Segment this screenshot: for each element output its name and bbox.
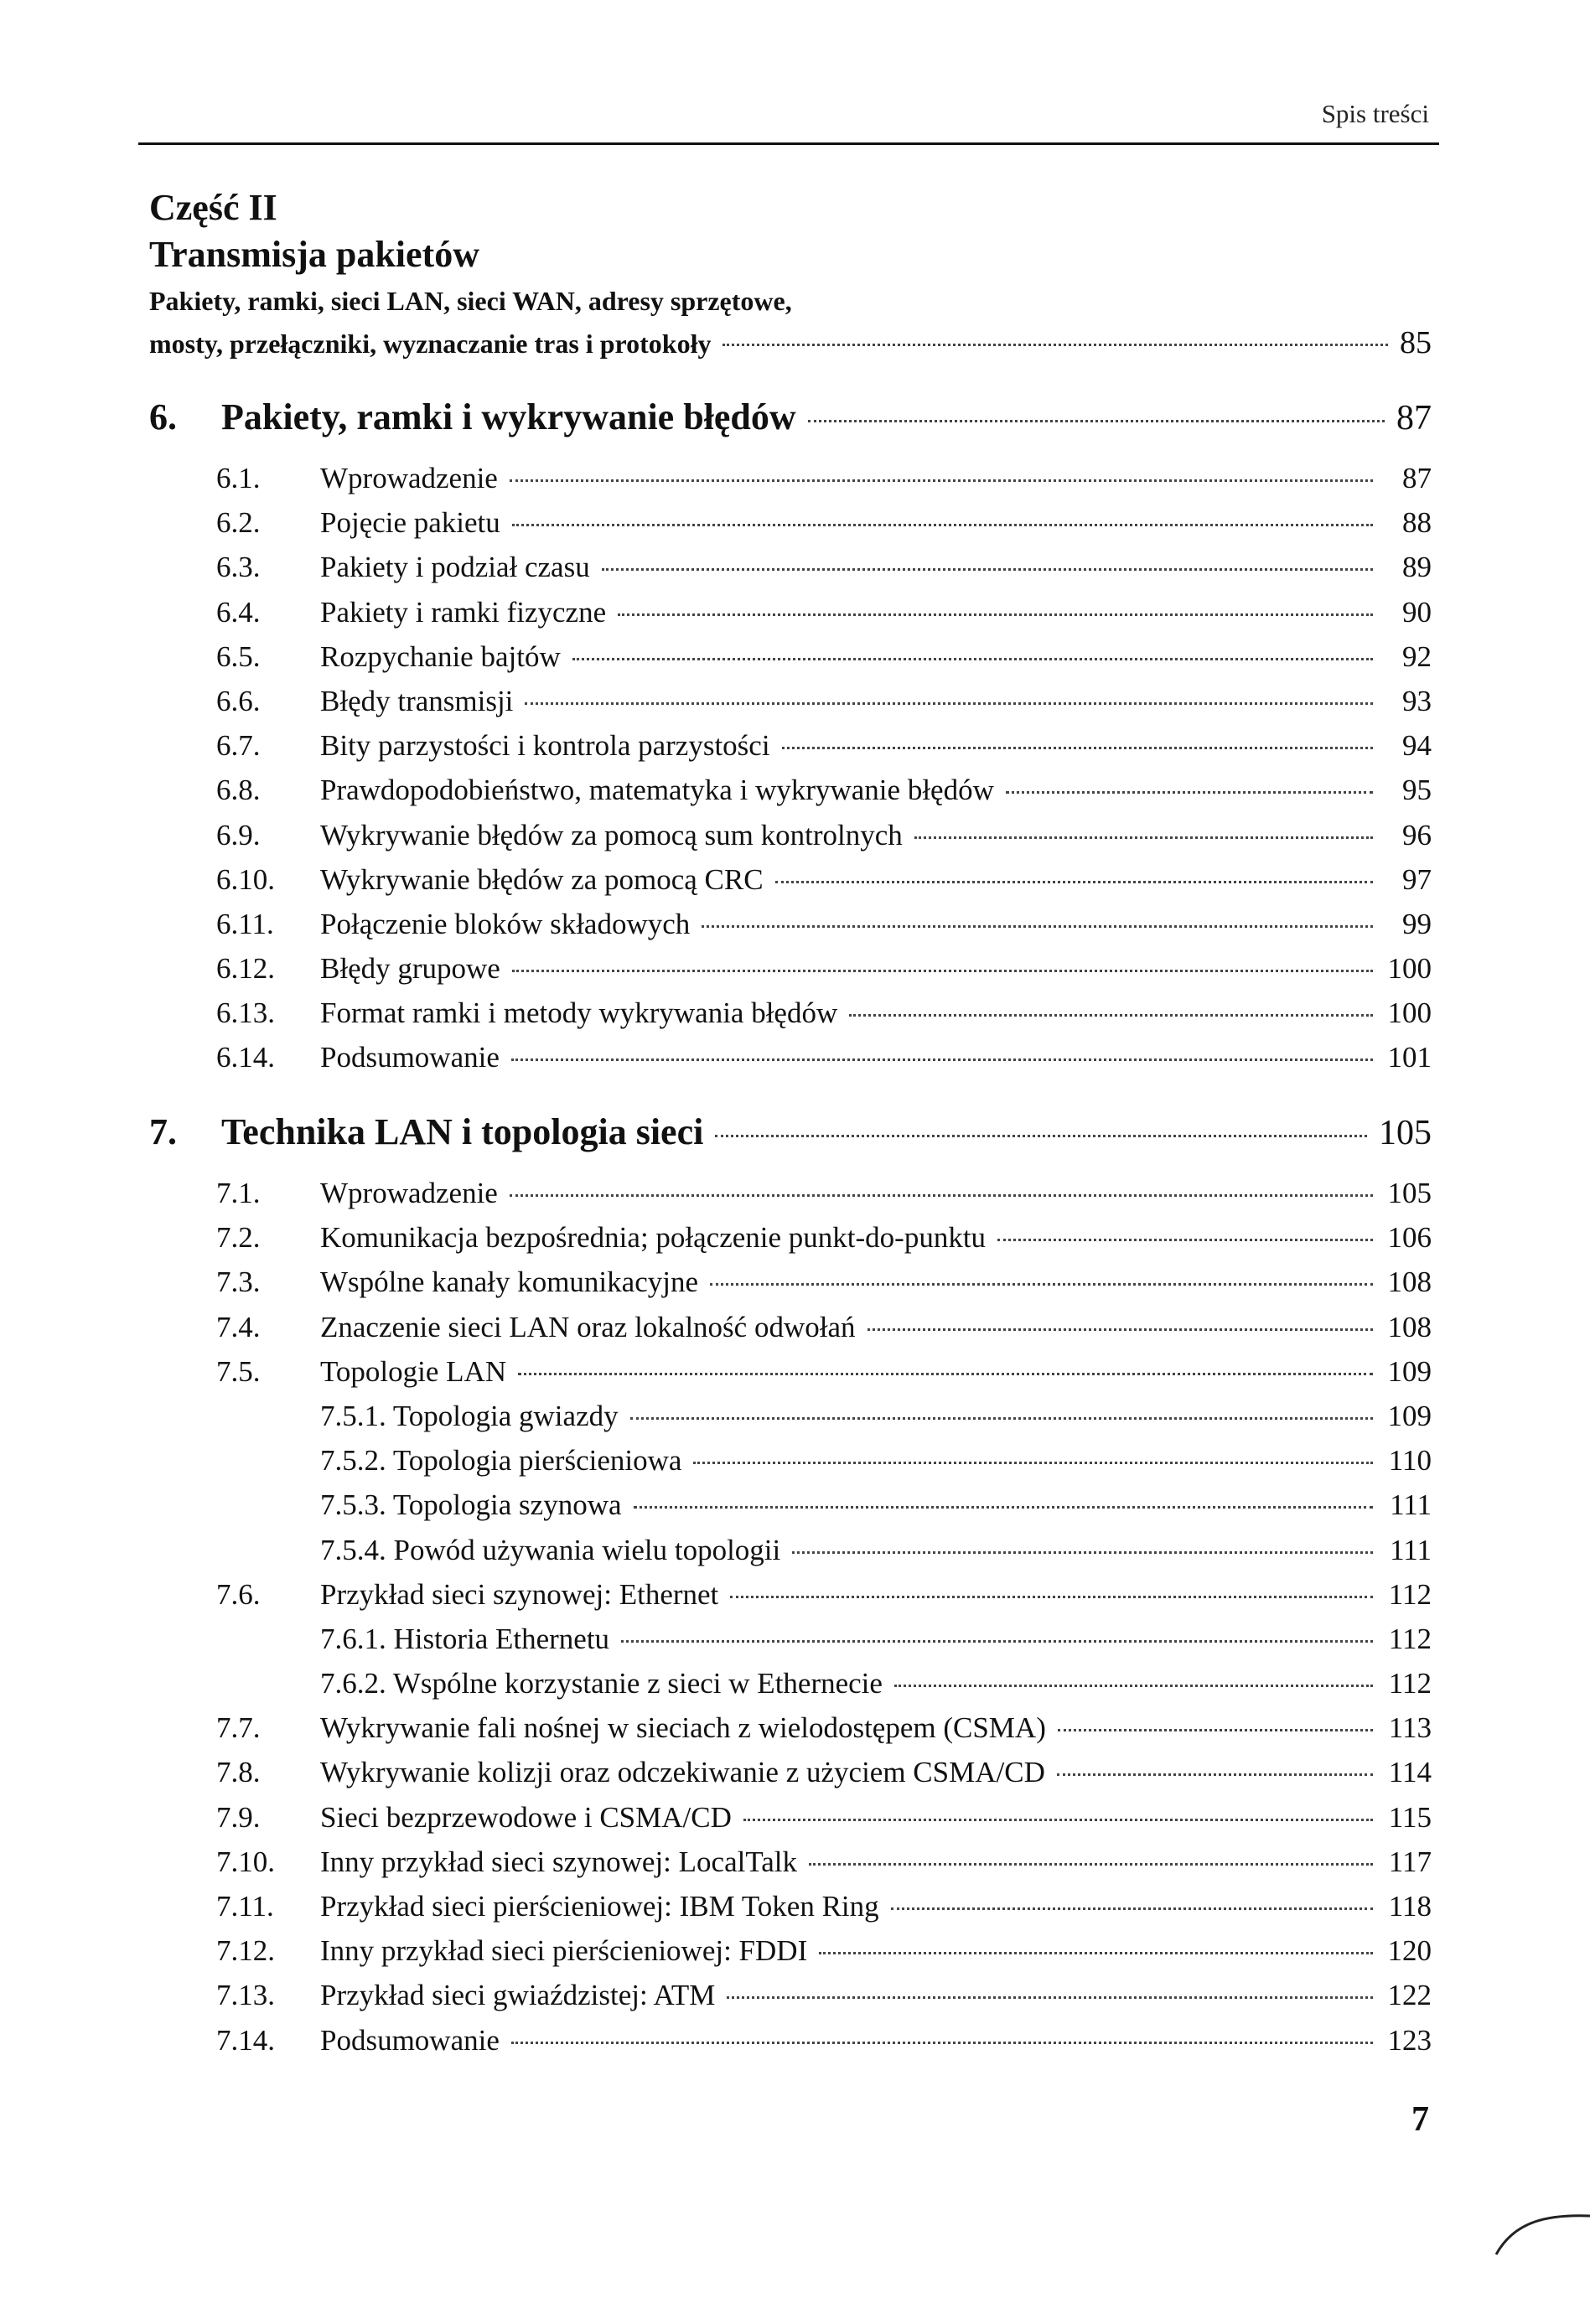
- dot-leader: [891, 1907, 1373, 1910]
- dot-leader: [743, 1819, 1373, 1821]
- toc-entry[interactable]: [216, 996, 1432, 1041]
- entry-number: 7.9.: [216, 1800, 261, 1834]
- toc-entry[interactable]: [216, 1890, 1432, 1934]
- toc-entry[interactable]: [216, 1177, 1432, 1221]
- entry-page-number: 112: [1388, 1577, 1432, 1611]
- entry-page-number: 97: [1402, 862, 1432, 896]
- toc-entry[interactable]: [216, 863, 1432, 908]
- dot-leader: [997, 1239, 1373, 1241]
- dot-leader: [775, 881, 1373, 883]
- chapter-6-entries: [216, 462, 1432, 1086]
- toc-entry[interactable]: [216, 1623, 1432, 1667]
- entry-page-number: 111: [1390, 1488, 1432, 1522]
- chapter-6-heading[interactable]: [149, 396, 1432, 438]
- entry-title: 7.5.4. Powód używania wielu topologii: [320, 1533, 781, 1566]
- entry-number: 6.9.: [216, 818, 261, 851]
- entry-number: 6.2.: [216, 506, 261, 540]
- entry-page-number: 100: [1387, 952, 1432, 986]
- entry-title: Pakiety i podział czasu: [320, 551, 590, 584]
- entry-page-number: 109: [1387, 1399, 1432, 1432]
- dot-leader: [1057, 1773, 1373, 1776]
- dot-leader: [618, 613, 1373, 616]
- running-head: Spis treści: [1321, 99, 1429, 128]
- entry-page-number: 112: [1388, 1667, 1432, 1700]
- entry-title: Rozpychanie bajtów: [320, 639, 561, 673]
- toc-entry[interactable]: [216, 2024, 1432, 2068]
- chapter-7-heading[interactable]: [149, 1110, 1432, 1153]
- dot-leader: [602, 568, 1373, 571]
- dot-leader: [792, 1551, 1373, 1554]
- entry-page-number: 101: [1387, 1041, 1432, 1074]
- dot-leader: [722, 344, 1388, 346]
- entry-number: 6.14.: [216, 1041, 275, 1074]
- chapter-7-entries: [216, 1177, 1432, 2068]
- entry-title: Sieci bezprzewodowe i CSMA/CD: [320, 1800, 732, 1834]
- toc-entry[interactable]: [216, 1400, 1432, 1444]
- entry-number: 6.3.: [216, 551, 261, 584]
- entry-number: 6.4.: [216, 595, 261, 629]
- dot-leader: [511, 1058, 1373, 1061]
- entry-number: 7.2.: [216, 1221, 261, 1255]
- entry-title: Błędy grupowe: [320, 952, 500, 986]
- entry-title: Prawdopodobieństwo, matematyka i wykrywanie błędów: [320, 774, 994, 807]
- toc-entry[interactable]: [216, 819, 1432, 863]
- entry-page-number: 90: [1402, 595, 1432, 629]
- entry-number: 6.7.: [216, 729, 261, 763]
- entry-number: 6.11.: [216, 907, 274, 940]
- entry-title: Pakiety i ramki fizyczne: [320, 595, 607, 629]
- dot-leader: [511, 2042, 1373, 2044]
- dot-leader: [621, 1640, 1373, 1643]
- entry-page-number: 99: [1402, 907, 1432, 940]
- toc-entry[interactable]: [216, 952, 1432, 996]
- entry-title: Podsumowanie: [320, 2023, 500, 2057]
- entry-page-number: 95: [1402, 774, 1432, 807]
- chapter-page-number: 87: [1396, 399, 1432, 437]
- entry-title: Pojęcie pakietu: [320, 506, 500, 540]
- entry-page-number: 122: [1387, 1979, 1432, 2012]
- entry-title: Bity parzystości i kontrola parzystości: [320, 729, 770, 763]
- dot-leader: [572, 658, 1373, 660]
- chapter-page-number: 105: [1379, 1114, 1432, 1152]
- entry-number: 6.5.: [216, 639, 261, 673]
- entry-title: Inny przykład sieci szynowej: LocalTalk: [320, 1845, 798, 1878]
- entry-title: Błędy transmisji: [320, 684, 514, 717]
- entry-page-number: 110: [1388, 1444, 1432, 1478]
- entry-page-number: 87: [1402, 462, 1432, 494]
- dot-leader: [634, 1506, 1373, 1509]
- entry-page-number: 113: [1388, 1711, 1432, 1745]
- toc-entry[interactable]: [216, 640, 1432, 685]
- entry-page-number: 112: [1388, 1622, 1432, 1655]
- toc-entry[interactable]: [216, 551, 1432, 595]
- entry-number: 7.12.: [216, 1934, 275, 1968]
- entry-number: 6.8.: [216, 774, 261, 807]
- entry-page-number: 100: [1387, 996, 1432, 1030]
- toc-entry[interactable]: [216, 1355, 1432, 1400]
- entry-title: Wprowadzenie: [320, 1177, 498, 1209]
- toc-entry[interactable]: [216, 1845, 1432, 1890]
- entry-page-number: 118: [1388, 1890, 1432, 1923]
- entry-page-number: 89: [1402, 551, 1432, 584]
- chapter-title: Technika LAN i topologia sieci: [221, 1111, 704, 1152]
- entry-title: Format ramki i metody wykrywania błędów: [320, 996, 838, 1030]
- toc-entry[interactable]: [216, 1488, 1432, 1533]
- part-page-number: 85: [1400, 325, 1432, 360]
- entry-title: 7.5.3. Topologia szynowa: [320, 1488, 622, 1522]
- dot-leader: [809, 1863, 1373, 1866]
- part-description-line-2[interactable]: [149, 322, 1432, 365]
- entry-title: Podsumowanie: [320, 1041, 500, 1074]
- dot-leader: [702, 925, 1373, 928]
- entry-number: 7.7.: [216, 1711, 261, 1745]
- entry-page-number: 109: [1387, 1354, 1432, 1388]
- toc-entry[interactable]: [216, 596, 1432, 640]
- entry-title: 7.5.2. Topologia pierścieniowa: [320, 1444, 682, 1478]
- chapter-number: 6.: [149, 396, 177, 437]
- toc-entry[interactable]: [216, 729, 1432, 774]
- entry-page-number: 115: [1388, 1800, 1432, 1834]
- entry-title: Wykrywanie błędów za pomocą CRC: [320, 862, 764, 896]
- toc-entry[interactable]: [216, 1041, 1432, 1085]
- entry-title: Komunikacja bezpośrednia; połączenie punkt-do-punktu: [320, 1221, 987, 1255]
- toc-entry[interactable]: [216, 1979, 1432, 2023]
- entry-title: Znaczenie sieci LAN oraz lokalność odwołań: [320, 1310, 856, 1343]
- entry-number: 6.10.: [216, 862, 275, 896]
- toc-entry[interactable]: [216, 1221, 1432, 1266]
- dot-leader: [630, 1417, 1373, 1420]
- dot-leader: [914, 836, 1373, 839]
- toc-entry[interactable]: [216, 1667, 1432, 1711]
- entry-number: 7.3.: [216, 1266, 261, 1299]
- part-description-line-1: Pakiety, ramki, sieci LAN, sieci WAN, adresy sprzętowe,: [149, 286, 792, 316]
- toc-entry[interactable]: [216, 1444, 1432, 1488]
- header-rule: [138, 142, 1439, 145]
- entry-page-number: 94: [1402, 729, 1432, 763]
- dot-leader: [510, 1194, 1373, 1197]
- dot-leader: [868, 1328, 1374, 1331]
- entry-title: Połączenie bloków składowych: [320, 907, 691, 940]
- entry-title: Wspólne kanały komunikacyjne: [320, 1266, 698, 1299]
- dot-leader: [849, 1014, 1373, 1017]
- entry-number: 7.13.: [216, 1979, 275, 2012]
- entry-title: Inny przykład sieci pierścieniowej: FDDI: [320, 1934, 808, 1968]
- toc-entry[interactable]: [216, 774, 1432, 818]
- entry-title: Wykrywanie kolizji oraz odczekiwanie z użyciem CSMA/CD: [320, 1756, 1045, 1789]
- entry-title: 7.6.1. Historia Ethernetu: [320, 1622, 610, 1655]
- dot-leader: [894, 1685, 1373, 1687]
- dot-leader: [808, 420, 1385, 422]
- entry-page-number: 114: [1388, 1756, 1432, 1789]
- entry-number: 7.1.: [216, 1177, 261, 1209]
- dot-leader: [1006, 791, 1373, 794]
- dot-leader: [512, 970, 1373, 972]
- toc-entry[interactable]: [216, 506, 1432, 551]
- entry-number: 7.10.: [216, 1845, 275, 1878]
- chapter-number: 7.: [149, 1111, 177, 1152]
- part-description: [149, 280, 1432, 365]
- entry-page-number: 88: [1402, 506, 1432, 540]
- toc-entry[interactable]: [216, 685, 1432, 729]
- page-curl-mark: [1489, 2204, 1590, 2263]
- entry-number: 7.14.: [216, 2023, 275, 2057]
- toc-entry[interactable]: [216, 462, 1432, 506]
- dot-leader: [819, 1952, 1373, 1954]
- entry-page-number: 96: [1402, 818, 1432, 851]
- toc-entry[interactable]: [216, 1534, 1432, 1578]
- toc-entry[interactable]: [216, 1934, 1432, 1979]
- dot-leader: [730, 1596, 1373, 1598]
- entry-page-number: 92: [1402, 639, 1432, 673]
- entry-title: 7.5.1. Topologia gwiazdy: [320, 1399, 619, 1432]
- entry-number: 6.12.: [216, 952, 275, 986]
- dot-leader: [710, 1283, 1373, 1286]
- entry-page-number: 111: [1390, 1533, 1432, 1566]
- entry-title: Wykrywanie błędów za pomocą sum kontrolnych: [320, 818, 903, 851]
- entry-number: 7.8.: [216, 1756, 261, 1789]
- part-heading: [149, 184, 1432, 365]
- dot-leader: [727, 1996, 1373, 1999]
- entry-title: Przykład sieci gwiaździstej: ATM: [320, 1979, 716, 2012]
- entry-page-number: 123: [1387, 2023, 1432, 2057]
- toc-entry[interactable]: [216, 1266, 1432, 1310]
- toc-entry[interactable]: [216, 1801, 1432, 1845]
- page-number: 7: [1411, 2100, 1429, 2139]
- entry-number: 6.6.: [216, 684, 261, 717]
- toc-entry[interactable]: [216, 1311, 1432, 1355]
- part-description-text: mosty, przełączniki, wyznaczanie tras i protokoły: [149, 329, 712, 359]
- entry-title: 7.6.2. Wspólne korzystanie z sieci w Ethernecie: [320, 1667, 883, 1700]
- dot-leader: [512, 524, 1373, 526]
- entry-page-number: 105: [1387, 1177, 1432, 1209]
- entry-page-number: 120: [1387, 1934, 1432, 1968]
- entry-page-number: 108: [1387, 1266, 1432, 1299]
- entry-number: 6.13.: [216, 996, 275, 1030]
- dot-leader: [1058, 1729, 1373, 1731]
- dot-leader: [782, 747, 1373, 749]
- toc-entry[interactable]: [216, 1578, 1432, 1623]
- entry-page-number: 106: [1387, 1221, 1432, 1255]
- entry-page-number: 108: [1387, 1310, 1432, 1343]
- entry-number: 6.1.: [216, 462, 261, 494]
- dot-leader: [693, 1462, 1373, 1464]
- dot-leader: [715, 1135, 1367, 1137]
- entry-number: 7.4.: [216, 1310, 261, 1343]
- entry-page-number: 117: [1388, 1845, 1432, 1878]
- dot-leader: [525, 702, 1373, 705]
- toc-entry[interactable]: [216, 1711, 1432, 1756]
- entry-page-number: 93: [1402, 684, 1432, 717]
- entry-number: 7.6.: [216, 1577, 261, 1611]
- entry-title: Topologie LAN: [320, 1354, 507, 1388]
- part-subtitle: Transmisja pakietów: [149, 234, 479, 275]
- chapter-title: Pakiety, ramki i wykrywanie błędów: [221, 396, 796, 437]
- entry-number: 7.11.: [216, 1890, 274, 1923]
- entry-title: Wykrywanie fali nośnej w sieciach z wielodostępem (CSMA): [320, 1711, 1046, 1745]
- toc-entry[interactable]: [216, 908, 1432, 952]
- entry-title: Wprowadzenie: [320, 462, 498, 494]
- entry-title: Przykład sieci pierścieniowej: IBM Token Ring: [320, 1890, 879, 1923]
- part-title: Część II: [149, 187, 277, 228]
- entry-title: Przykład sieci szynowej: Ethernet: [320, 1577, 719, 1611]
- toc-entry[interactable]: [216, 1756, 1432, 1800]
- dot-leader: [510, 479, 1373, 482]
- entry-number: 7.5.: [216, 1354, 261, 1388]
- dot-leader: [518, 1373, 1373, 1375]
